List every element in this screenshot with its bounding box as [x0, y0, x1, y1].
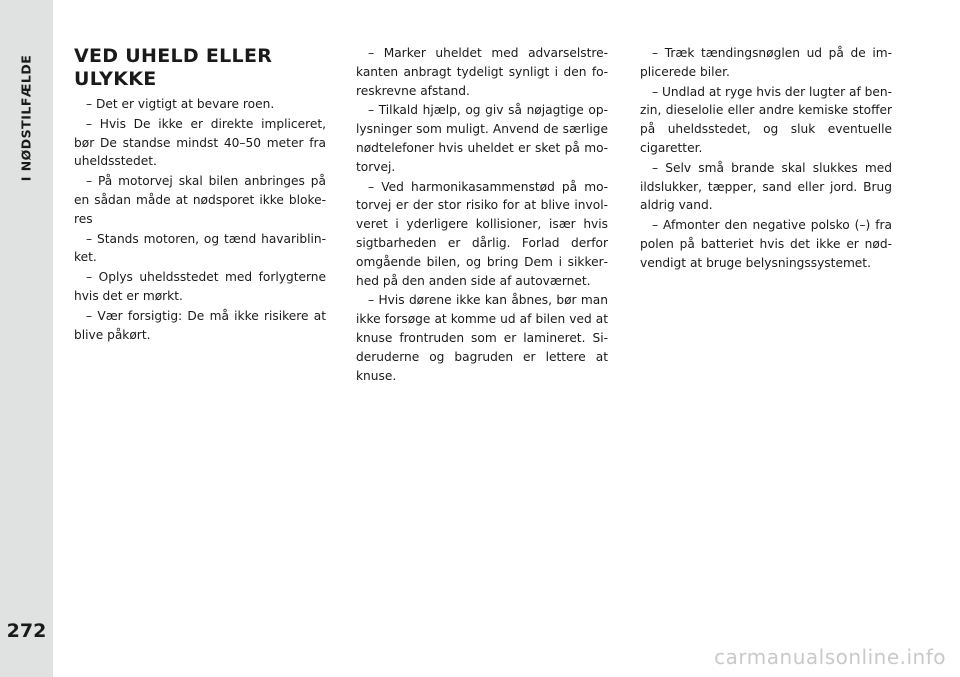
- column-3: [640, 44, 892, 274]
- paragraph: – Marker uheldet med advarselstrekanten anbragt tydeligt synligt i den foreskrevne afstand.: [356, 46, 608, 98]
- column-1: [74, 45, 326, 345]
- paragraph: – Træk tændingsnøglen ud på de implicerede biler.: [640, 46, 892, 79]
- paragraph: – Tilkald hjælp, og giv så nøjagtige oplysninger som muligt. Anvend de særlige nødtelefoner hvis uheldet er sket på motorvej.: [356, 103, 608, 174]
- paragraph: – Ved harmonikasammenstød på motorvej er der stor risiko for at blive involveret i yderligere kollisioner, især hvis sigtbarheden er dårlig. Forlad derfor omgående bilen, og bring Dem i sikkerhed på den anden side af autoværnet.: [356, 179, 608, 288]
- paragraph: – Det er vigtigt at bevare roen.: [86, 97, 275, 111]
- page-number: 272: [6, 620, 47, 642]
- watermark: carmanualsonline.info: [714, 645, 946, 669]
- paragraph: – Hvis De ikke er direkte impliceret, bør De standse mindst 40–50 meter fra uheldsstedet.: [74, 116, 326, 169]
- column-2: [356, 44, 608, 386]
- page-heading: [74, 45, 326, 91]
- heading-line-2: ULYKKE: [74, 68, 157, 90]
- heading-line-1: VED UHELD ELLER: [74, 45, 273, 67]
- paragraph: – Oplys uheldsstedet med forlygterne hvis det er mørkt.: [74, 270, 326, 303]
- side-tab: [0, 0, 53, 677]
- paragraph: – På motorvej skal bilen anbringes på en sådan måde at nødsporet ikke blokeres: [74, 174, 326, 226]
- section-label: I NØDSTILFÆLDE: [18, 54, 34, 182]
- paragraph: – Vær forsigtig: De må ikke risikere at blive påkørt.: [74, 308, 326, 342]
- paragraph: – Selv små brande skal slukkes med ildslukker, tæpper, sand eller jord. Brug aldrig vand.: [640, 160, 892, 213]
- paragraph: – Hvis dørene ikke kan åbnes, bør man ikke forsøge at komme ud af bilen ved at knuse frontruden som er lamineret. Sideruderne og bagruden er lettere at knuse.: [356, 293, 608, 383]
- paragraph: – Undlad at ryge hvis der lugter af benzin, dieselolie eller andre kemiske stoffer på uheldsstedet, og sluk eventuelle cigaretter.: [640, 84, 892, 155]
- paragraph: – Stands motoren, og tænd havariblinket.: [74, 231, 326, 265]
- paragraph: – Afmonter den negative polsko (–) fra polen på batteriet hvis det ikke er nødvendigt at bruge belysningssystemet.: [640, 218, 892, 270]
